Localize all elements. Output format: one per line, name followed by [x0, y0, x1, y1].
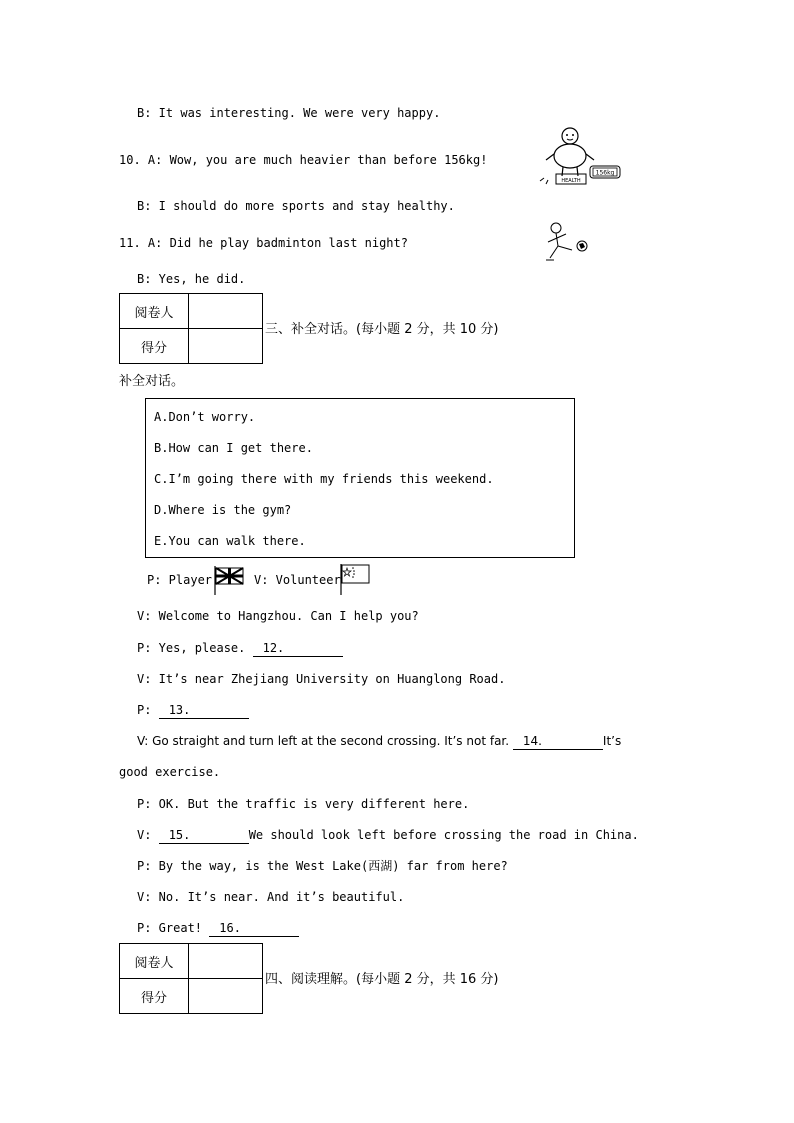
options-box	[145, 398, 575, 558]
score-cell[interactable]	[189, 329, 263, 364]
dialogue-line-9: V: No. It’s near. And it’s beautiful.	[137, 890, 405, 904]
dialogue-line-4	[137, 702, 249, 719]
heavy-man-scale-illustration	[536, 126, 624, 188]
score-table-section-4	[119, 943, 263, 1014]
dialogue-line-6: P: OK. But the traffic is very different here.	[137, 797, 470, 811]
score-cell[interactable]	[189, 979, 263, 1014]
role-volunteer: V: Volunteer	[254, 573, 341, 587]
dialogue-line-7	[137, 827, 639, 844]
section-3-instruction: 补全对话。	[119, 374, 185, 389]
line-11a: 11. A: Did he play badminton last night?	[119, 236, 408, 250]
grader-cell[interactable]	[189, 944, 263, 979]
grader-label: 阅卷人	[120, 944, 189, 979]
dialogue-line-2	[137, 640, 343, 657]
answer-blank-13[interactable]: 13.	[159, 702, 249, 719]
answer-blank-16[interactable]: 16.	[209, 920, 299, 937]
dialogue-line-10	[137, 920, 299, 937]
dialogue-line-7-text: V:	[137, 828, 152, 842]
scale-reading-label: 156kg	[595, 169, 615, 177]
option-d: D.Where is the gym?	[154, 503, 292, 517]
dialogue-line-5-text: V: Go straight and turn left at the second crossing. It’s not far.	[137, 734, 510, 748]
dialogue-line-3: V: It’s near Zhejiang University on Huanglong Road.	[137, 672, 506, 686]
answer-blank-15[interactable]: 15.	[159, 827, 249, 844]
option-b: B.How can I get there.	[154, 441, 313, 455]
china-flag-icon	[339, 562, 371, 596]
answer-blank-14[interactable]: 14.	[513, 733, 603, 750]
line-10a: 10. A: Wow, you are much heavier than before 156kg!	[119, 153, 488, 167]
scale-brand-label: HEALTH	[561, 178, 581, 184]
grader-label: 阅卷人	[120, 294, 189, 329]
score-table-section-3	[119, 293, 263, 364]
dialogue-line-8: P: By the way, is the West Lake(西湖) far from here?	[137, 859, 508, 873]
boy-kicking-ball-illustration	[542, 220, 592, 264]
section-4-title: 四、阅读理解。(每小题 2 分，共 16 分)	[265, 972, 499, 987]
dialogue-line-5-continued: good exercise.	[119, 765, 221, 779]
dialogue-line-4-text: P:	[137, 703, 152, 717]
dialogue-line-10-text: P: Great!	[137, 921, 203, 935]
option-a: A.Don’t worry.	[154, 410, 256, 424]
section-3-title: 三、补全对话。(每小题 2 分，共 10 分)	[265, 322, 499, 337]
option-c: C.I’m going there with my friends this weekend.	[154, 472, 494, 486]
line-11b: B: Yes, he did.	[137, 272, 246, 286]
uk-flag-icon	[213, 564, 245, 596]
score-label: 得分	[120, 329, 189, 364]
answer-blank-12[interactable]: 12.	[253, 640, 343, 657]
dialogue-line-5-post: It’s	[602, 734, 622, 748]
dialogue-line-2-text: P: Yes, please.	[137, 641, 246, 655]
dialogue-line-7-post: We should look left before crossing the road in China.	[248, 828, 639, 842]
grader-cell[interactable]	[189, 294, 263, 329]
line-9b: B: It was interesting. We were very happy.	[137, 106, 441, 120]
dialogue-line-1: V: Welcome to Hangzhou. Can I help you?	[137, 609, 419, 623]
line-10b: B: I should do more sports and stay healthy.	[137, 199, 455, 213]
score-label: 得分	[120, 979, 189, 1014]
role-player: P: Player	[147, 573, 213, 587]
dialogue-line-5	[137, 733, 621, 750]
option-e: E.You can walk there.	[154, 534, 306, 548]
